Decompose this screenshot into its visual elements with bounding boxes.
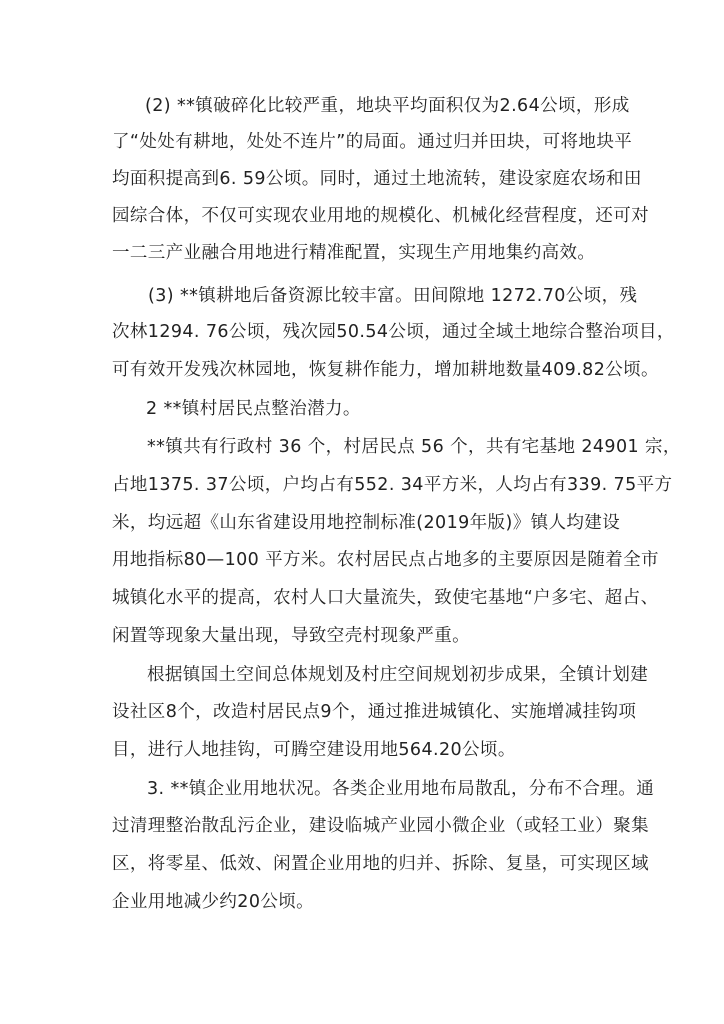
paragraph-2-line-3: 可有效开发残次林园地，恢复耕作能力，增加耕地数量409.82公顷。 [112, 360, 659, 380]
paragraph-4-line-5: 城镇化水平的提高，农村人口大量流失，致使宅基地“户多宅、超占、 [112, 588, 659, 608]
paragraph-4-line-6: 闲置等现象大量出现，导致空壳村现象严重。 [112, 626, 470, 646]
paragraph-1-line-2: 了“处处有耕地，处处不连片”的局面。通过归并田块，可将地块平 [112, 132, 633, 152]
paragraph-6-line-2: 过清理整治散乱污企业，建设临城产业园小微企业（或轻工业）聚集 [112, 816, 649, 836]
paragraph-6-line-1: 3. **镇企业用地状况。各类企业用地布局散乱，分布不合理。通 [147, 779, 655, 799]
paragraph-4-line-3: 米，均远超《山东省建设用地控制标准(2019年版)》镇人均建设 [112, 513, 621, 533]
paragraph-6-line-3: 区，将零星、低效、闲置企业用地的归并、拆除、复垦，可实现区域 [112, 854, 649, 874]
paragraph-1-line-1: (2) **镇破碎化比较严重，地块平均面积仅为2.64公顷，形成 [145, 96, 630, 116]
paragraph-4-line-2: 占地1375. 37公顷，户均占有552. 34平方米，人均占有339. 75平方 [112, 475, 673, 495]
paragraph-2-line-1: (3) **镇耕地后备资源比较丰富。田间隙地 1272.70公顷，残 [148, 286, 638, 306]
paragraph-2-line-2: 次林1294. 76公顷，残次园50.54公顷，通过全域土地综合整治项目， [112, 322, 675, 342]
section-heading-2: 2 **镇村居民点整治潜力。 [146, 399, 361, 419]
paragraph-1-line-5: 一二三产业融合用地进行精准配置，实现生产用地集约高效。 [112, 243, 596, 263]
paragraph-6-line-4: 企业用地减少约20公顷。 [112, 892, 315, 912]
paragraph-4-line-4: 用地指标80—100 平方米。农村居民点占地多的主要原因是随着全市 [112, 550, 659, 570]
paragraph-5-line-2: 设社区8个，改造村居民点9个，通过推进城镇化、实施增减挂钩项 [112, 702, 637, 722]
paragraph-5-line-3: 目，进行人地挂钩，可腾空建设用地564.20公顷。 [112, 740, 516, 760]
paragraph-4-line-1: **镇共有行政村 36 个，村居民点 56 个，共有宅基地 24901 宗， [147, 437, 681, 457]
paragraph-5-line-1: 根据镇国土空间总体规划及村庄空间规划初步成果，全镇计划建 [147, 665, 649, 685]
paragraph-1-line-3: 均面积提高到6. 59公顷。同时，通过土地流转，建设家庭农场和田 [112, 169, 642, 189]
paragraph-1-line-4: 园综合体，不仅可实现农业用地的规模化、机械化经营程度，还可对 [112, 206, 649, 226]
